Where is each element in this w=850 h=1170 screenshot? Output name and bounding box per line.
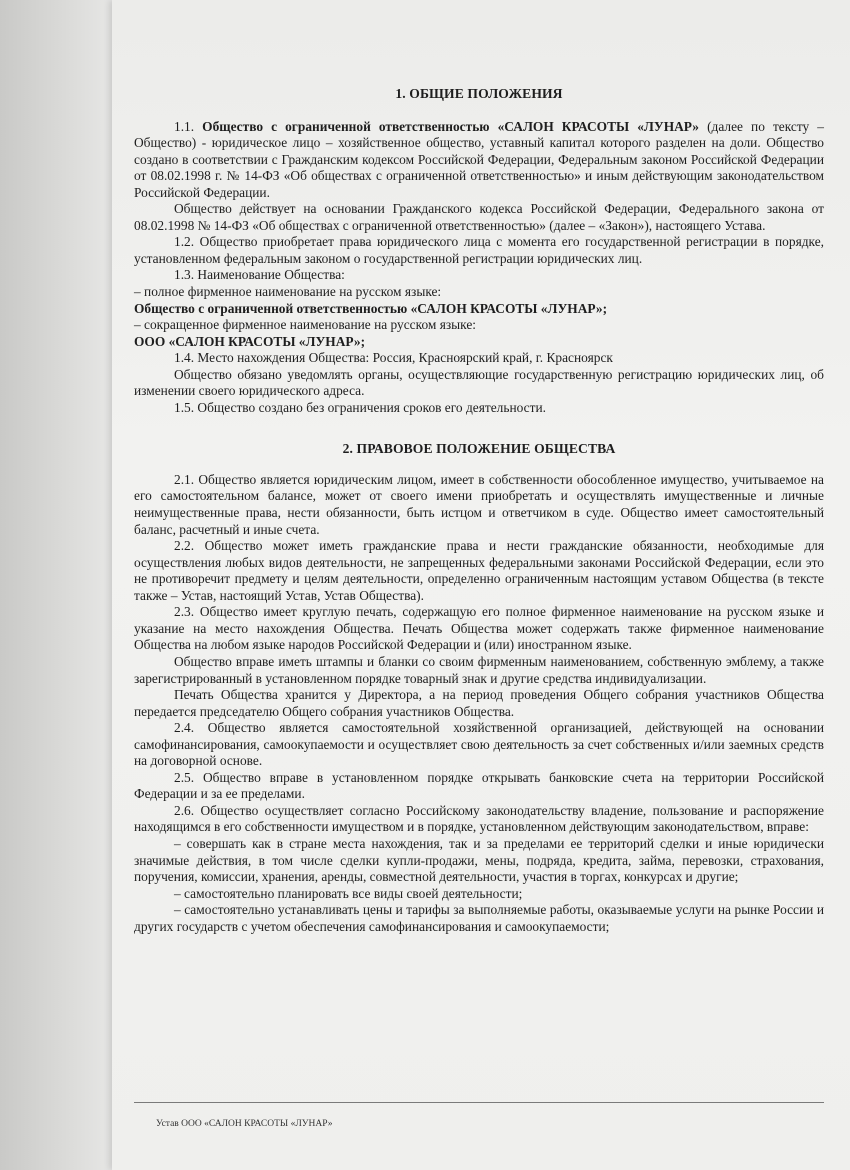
clause-2-4: 2.4. Общество является самостоятельной хозяйственной организацией, действующей на основании самофинансирования, самоокупаемости и осуществляет свою деятельность за счет собственных и/или заемных средств на договорной основе. (134, 720, 824, 769)
scan-shadow (0, 0, 130, 1170)
full-company-name: Общество с ограниченной ответственностью «САЛОН КРАСОТЫ «ЛУНАР»; (134, 300, 608, 316)
paragraph-stamps: Общество вправе иметь штампы и бланки со своим фирменным наименованием, собственную эмблему, а также зарегистрированный в установленном порядке товарный знак и другие средства индивидуализации. (134, 653, 824, 686)
paragraph-seal: Печать Общества хранится у Директора, а на период проведения Общего собрания участников Общества передается председателю Общего собрания участников Общества. (134, 687, 824, 719)
footer-text: Устав ООО «САЛОН КРАСОТЫ «ЛУНАР» (156, 1119, 333, 1129)
list-item-pricing: – самостоятельно устанавливать цены и тарифы за выполняемые работы, оказываемые услуги на рынке России и других государств с учетом обеспечения самофинансирования и самоокупаемости; (134, 902, 824, 934)
section-2-heading: 2. ПРАВОВОЕ ПОЛОЖЕНИЕ ОБЩЕСТВА (342, 441, 616, 457)
paragraph-notify: Общество обязано уведомлять органы, осуществляющие государственную регистрацию юридических лиц, об изменении своего юридического адреса. (134, 366, 824, 399)
page-footer (134, 1102, 824, 1129)
clause-1-3: 1.3. Наименование Общества: (174, 267, 345, 283)
company-name-bold: Общество с ограниченной ответственностью «САЛОН КРАСОТЫ «ЛУНАР» (202, 118, 700, 134)
list-item-planning: – самостоятельно планировать все виды своей деятельности; (174, 885, 523, 901)
clause-2-3: 2.3. Общество имеет круглую печать, содержащую его полное фирменное наименование на русском языке и указание на место нахождения Общества. Печать Общества может содержать также фирменное наименование Общества на любом языке народов Российской Федерации и (или) иностранном языке. (134, 604, 824, 653)
clause-1-2: 1.2. Общество приобретает права юридического лица с момента его государственной регистрации в порядке, установленном федеральным законом о государственной регистрации юридических лиц. (134, 234, 824, 266)
clause-2-5: 2.5. Общество вправе в установленном порядке открывать банковские счета на территории Российской Федерации и за ее пределами. (134, 769, 824, 802)
clause-2-2: 2.2. Общество может иметь гражданские права и нести гражданские обязанности, необходимые для осуществления любых видов деятельности, не запрещенных федеральными законами Российской Федерации, если это не противоречит предмету и целям деятельности, определенно ограниченным настоящим уставом Общества (в тексте также – Устав, настоящий Устав, Устав Общества). (134, 538, 824, 603)
clause-2-1: 2.1. Общество является юридическим лицом, имеет в собственности обособленное имущество, учитываемое на его самостоятельном балансе, может от своего имени приобретать и осуществлять имущественные и личные неимущественные права, нести обязанности, быть истцом и ответчиком в суде. Общество имеет самостоятельный баланс, расчетный и иные счета. (134, 471, 824, 537)
section-1-heading: 1. ОБЩИЕ ПОЛОЖЕНИЯ (395, 86, 563, 101)
list-item-transactions: – совершать как в стране места нахождения, так и за пределами ее территорий сделки и иные юридически значимые действия, в том числе сделки купли-продажи, мены, подряда, кредита, займа, перевозки, страхования, поручения, комиссии, хранения, аренды, совместной деятельности, участия в торгах, конкурсах и другие; (134, 835, 824, 885)
document-body (134, 86, 824, 935)
clause-1-1 (134, 119, 824, 202)
clause-1-4: 1.4. Место нахождения Общества: Россия, Красноярский край, г. Красноярск (174, 350, 613, 366)
short-name-label: – сокращенное фирменное наименование на русском языке: (134, 317, 476, 333)
clause-1-5: 1.5. Общество создано без ограничения сроков его деятельности. (174, 399, 546, 415)
short-company-name: ООО «САЛОН КРАСОТЫ «ЛУНАР»; (134, 333, 366, 349)
paragraph-basis: Общество действует на основании Гражданского кодекса Российской Федерации, Федерального закона от 08.02.1998 № 14-ФЗ «Об обществах с ограниченной ответственностью» (далее – «Закон»), настоящего Устава. (134, 201, 824, 233)
clause-1-1-number: 1.1. (174, 118, 203, 134)
clause-2-6: 2.6. Общество осуществляет согласно Российскому законодательству владение, пользование и распоряжение находящимся в его собственности имуществом и в порядке, установленном действующим законодательством, вправе: (134, 802, 824, 835)
full-name-label: – полное фирменное наименование на русском языке: (134, 284, 442, 300)
clause-1-1-text: (далее по тексту – Общество) - юридическое лицо – хозяйственное общество, уставный капитал которого разделен на доли. Общество создано в соответствии с Гражданским кодексом Российской Федерации, Федеральным законом Российской Федерации от 08.02.1998 г. № 14-ФЗ «Об обществах с ограниченной ответственностью» и иным действующим законодательством Российской Федерации. (134, 118, 824, 200)
